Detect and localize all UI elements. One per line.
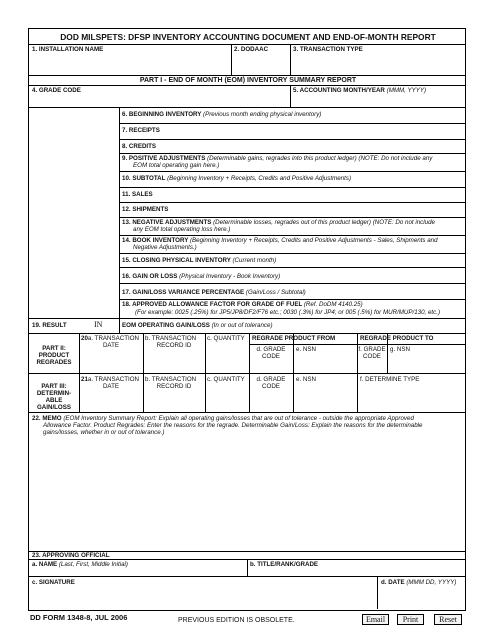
rule: [29, 44, 465, 45]
part2-e-label: e. NSN: [296, 346, 316, 353]
obsolete-notice: PREVIOUS EDITION IS OBSOLETE.: [178, 617, 295, 624]
line-12-label: 12. SHIPMENTS: [122, 206, 169, 213]
rule: [119, 253, 465, 254]
line-6-label: 6. BEGINNING INVENTORY (Previous month ending physical inventory): [122, 111, 322, 118]
rule: [119, 299, 465, 300]
part2-title-1: PART II:: [42, 345, 66, 352]
line-13-note: any EOM total operating loss here.): [133, 226, 231, 233]
name-field[interactable]: [31, 568, 245, 575]
part3-a-label: 21a. TRANSACTION: [81, 376, 140, 383]
result-label: 19. RESULT: [32, 322, 67, 329]
print-button[interactable]: Print: [397, 614, 424, 625]
form-title: DOD MILSPETS: DFSP INVENTORY ACCOUNTING DOCUMENT AND END-OF-MONTH REPORT: [60, 32, 436, 42]
rule: [119, 235, 465, 236]
form-number: DD FORM 1348-8, JUL 2006: [30, 613, 128, 622]
reset-button[interactable]: Reset: [434, 614, 462, 625]
rule: [247, 559, 248, 576]
rule: [119, 153, 465, 154]
part2-c-label: c. QUANTITY: [207, 335, 245, 342]
rule: [119, 123, 465, 124]
email-button[interactable]: Email: [362, 614, 389, 625]
installation-name-field[interactable]: [31, 55, 229, 73]
part3-e-label: e. NSN: [296, 376, 316, 383]
part2-d-label-2: CODE: [262, 353, 280, 360]
part2-d-label: d. GRADE: [256, 346, 286, 353]
accounting-month-field[interactable]: [292, 95, 463, 106]
line-15-label: 15. CLOSING PHYSICAL INVENTORY (Current month): [122, 257, 277, 264]
line-17-label: 17. GAIN/LOSS VARIANCE PERCENTAGE (Gain/Loss / Subtotal): [122, 289, 306, 296]
part2-f-label: f. GRADE: [358, 346, 386, 353]
rule: [119, 217, 465, 218]
grade-code-label: 4. GRADE CODE: [32, 87, 81, 94]
part3-b-label-2: RECORD ID: [156, 383, 192, 390]
transaction-type-label: 3. TRANSACTION TYPE: [293, 46, 363, 53]
title-rank-grade-label: b. TITLE/RANK/GRADE: [250, 561, 319, 568]
part2-title-2: PRODUCT: [38, 352, 70, 359]
part2-f-label-2: CODE: [363, 353, 381, 360]
part2-g-label: g. NSN: [390, 346, 410, 353]
part2-a-label-2: DATE: [102, 342, 120, 349]
date-field[interactable]: [379, 587, 463, 609]
line-11-label: 11. SALES: [122, 191, 153, 198]
rule: [290, 85, 291, 107]
line-16-label: 16. GAIN OR LOSS (Physical Inventory - Book Inventory): [122, 273, 281, 280]
rule: [119, 139, 465, 140]
transaction-type-field[interactable]: [292, 55, 463, 73]
part2-b-label-2: RECORD ID: [156, 342, 192, 349]
memo-field[interactable]: [31, 437, 463, 549]
rule: [249, 344, 465, 345]
dodaac-field[interactable]: [233, 55, 288, 73]
memo-label: 22. MEMO (EOM Inventory Summary Report: Explain all operating gains/losses that are out of tolerance - outside the appropriate Approved: [32, 415, 414, 422]
title-rank-grade-field[interactable]: [249, 568, 463, 575]
line-9-label: 9. POSITIVE ADJUSTMENTS (Determinable gains, regrades into this product ledger) (NOTE: Do not include any: [122, 155, 433, 162]
memo-text-2: Allowance Factor. Product Regrades: Enter the reasons for the regrade. Determinable Gain/Loss: Explain the reasons for the determinable: [43, 422, 423, 429]
signature-field[interactable]: [31, 587, 375, 609]
line-8-label: 8. CREDITS: [122, 143, 157, 150]
part3-d-label: d. GRADE: [256, 376, 286, 383]
rule: [29, 107, 465, 108]
regrade-to-label: REGRADE PRODUCT TO: [360, 335, 434, 342]
part3-f-label: f. DETERMINE TYPE: [360, 376, 420, 383]
rule: [29, 333, 465, 334]
rule: [119, 318, 120, 333]
rule: [231, 44, 232, 75]
rule: [29, 85, 465, 86]
line-18-note: (For example: 0025 (.25%) for JP5/JP8/DF2/F76 etc.; 0030 (.3%) for JP4; or 005 (.5%) for MUR/MUP/130, etc.): [135, 309, 441, 316]
rule: [29, 318, 465, 319]
rule: [29, 576, 465, 577]
part3-b-label: b. TRANSACTION: [145, 376, 197, 383]
approving-official-title: 23. APPROVING OFFICIAL: [32, 552, 110, 559]
dd-form-1348-8: [28, 28, 466, 611]
part2-b-label: b. TRANSACTION: [145, 335, 197, 342]
line-9-note: EOM total operating gain here.): [133, 162, 220, 169]
grade-code-field[interactable]: [31, 95, 288, 106]
part3-title-3: ABLE: [45, 397, 63, 404]
signature-label: c. SIGNATURE: [32, 579, 75, 586]
dodaac-label: 2. DODAAC: [234, 46, 269, 53]
regrade-from-label: REGRADE PRODUCT FROM: [252, 335, 336, 342]
rule: [119, 187, 465, 188]
rule: [29, 373, 465, 374]
accounting-month-label: 5. ACCOUNTING MONTH/YEAR (MMM, YYYY): [293, 87, 427, 94]
line-14-label: 14. BOOK INVENTORY (Beginning Inventory + Receipts, Credits and Positive Adjustments - Sales, Shipments and: [122, 237, 438, 244]
part3-c-label: c. QUANTITY: [207, 376, 245, 383]
name-label: a. NAME (Last, First, Middle Initial): [32, 561, 128, 568]
part1-title: PART I - END OF MONTH (EOM) INVENTORY SUMMARY REPORT: [139, 76, 357, 84]
rule: [119, 202, 465, 203]
part3-title-1: PART III:: [41, 383, 67, 390]
line-14-note: Negative Adjustments.): [133, 244, 197, 251]
line-10-label: 10. SUBTOTAL (Beginning Inventory + Receipts, Credits and Positive Adjustments): [122, 175, 352, 182]
rule: [119, 171, 465, 172]
part3-d-label-2: CODE: [262, 383, 280, 390]
rule: [29, 412, 465, 413]
date-label: d. DATE (MMM DD, YYYY): [381, 579, 457, 586]
rule: [205, 333, 206, 412]
line-13-label: 13. NEGATIVE ADJUSTMENTS (Determinable losses, regrades out of this product ledger) (NOTE: Do not include: [122, 219, 435, 226]
part3-title-2: DETERMIN-: [36, 390, 72, 397]
rule: [290, 44, 291, 75]
part2-a-label: 20a. TRANSACTION: [81, 335, 140, 342]
result-value[interactable]: IN: [94, 320, 103, 329]
part3-a-label-2: DATE: [102, 383, 120, 390]
rule: [119, 107, 120, 318]
part2-title-3: REGRADES: [36, 359, 72, 366]
installation-name-label: 1. INSTALLATION NAME: [32, 46, 104, 53]
eom-gain-loss-label: EOM OPERATING GAIN/LOSS (In or out of tolerance): [122, 322, 273, 329]
line-7-label: 7. RECEIPTS: [122, 127, 160, 134]
line-18-label: 18. APPROVED ALLOWANCE FACTOR FOR GRADE OF FUEL (Ref. DoDM 4140.25): [122, 301, 363, 308]
memo-text-3: gains/losses, whether in or out of tolerance.): [43, 429, 165, 436]
rule: [119, 267, 465, 268]
rule: [377, 576, 378, 609]
part3-title-4: GAIN/LOSS: [36, 404, 72, 411]
rule: [119, 283, 465, 284]
